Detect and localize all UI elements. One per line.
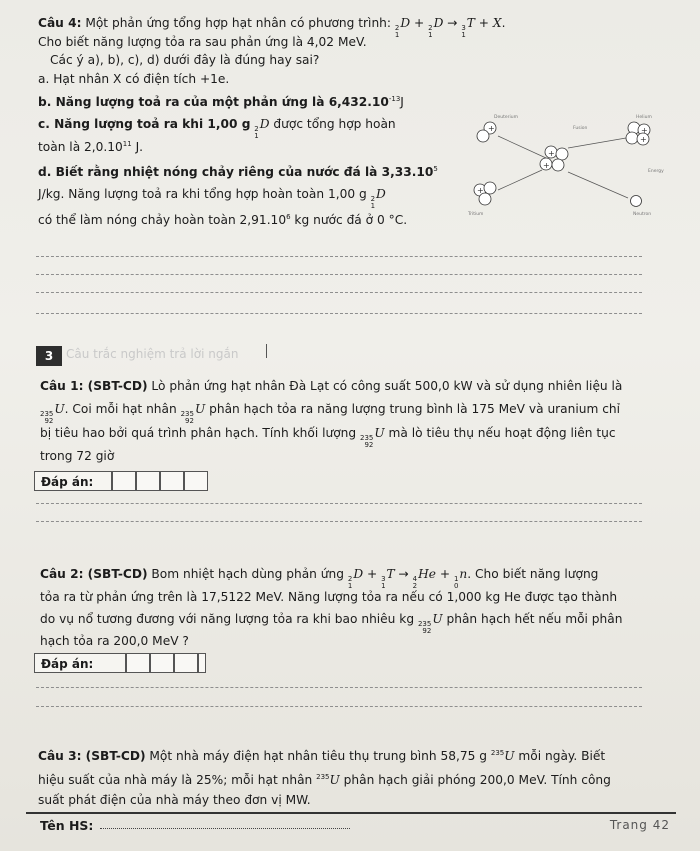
q4-intro: Một phản ứng tổng hợp hạt nhân có phương trình: <box>81 16 391 30</box>
answer-rule <box>36 706 642 707</box>
q1-line-4: trong 72 giờ <box>40 449 115 463</box>
fusion-diagram <box>458 108 668 228</box>
diagram-label-tritium: Tritium <box>468 212 484 217</box>
student-name-field[interactable] <box>100 828 350 829</box>
q2-answer-cell-1[interactable] <box>126 653 150 673</box>
answer-rule <box>36 687 642 688</box>
q3-line-2: hiệu suất của nhà máy là 25%; mỗi hạt nhân $^{235}$U phân hạch giải phóng 200,0 MeV. Tính công <box>38 773 611 788</box>
q4-line-3: Các ý a), b), c), d) dưới đây là đúng hay sai? <box>50 53 320 67</box>
diagram-label-helium: Helium <box>636 115 652 120</box>
q4-option-c-line1: c. Năng lượng toả ra khi 1,00 g 2 1 D được tổng hợp hoàn <box>38 117 396 140</box>
arrow-helium <box>568 138 626 148</box>
arrow-neutron <box>568 172 628 198</box>
q1-line-1: Câu 1: (SBT-CD) Lò phản ứng hạt nhân Đà Lạt có công suất 500,0 kW và sử dụng nhiên liệu là <box>40 379 623 393</box>
iso-h2: 2 1 <box>394 24 400 39</box>
q2-line-1: Câu 2: (SBT-CD) Bom nhiệt hạch dùng phản ứng 2 1 D + 3 1 T → 4 2 He + 1 0 n. Cho biết năng lượng <box>40 567 599 590</box>
q2-line-2: tỏa ra từ phản ứng trên là 17,5122 MeV. Năng lượng tỏa ra nếu có 1,000 kg He được tạo thành <box>40 590 618 604</box>
svg-text:+: + <box>548 149 555 158</box>
svg-text:+: + <box>640 135 647 144</box>
diagram-label-energy: Energy <box>648 169 664 174</box>
q4-option-d-line2: J/kg. Năng lượng toả ra khi tổng hợp hoàn toàn 1,00 g 2 1 D <box>38 187 386 210</box>
diagram-label-deuterium: Deuterium <box>494 115 518 120</box>
q1-answer-cell-3[interactable] <box>160 471 184 491</box>
q4-option-b: b. Năng lượng toả ra của một phản ứng là $6,432.10^{-13}J$ <box>38 95 404 110</box>
q2-answer-cell-4[interactable] <box>198 653 206 673</box>
q2-line-3: do vụ nổ tương đương với năng lượng tỏa ra khi bao nhiêu kg 235 92 U phân hạch hết nếu mỗi phân <box>40 612 623 635</box>
q2-title: Câu 2: (SBT-CD) <box>40 567 148 581</box>
cursor-mark <box>266 344 267 358</box>
footer-divider <box>26 812 676 814</box>
q1-title: Câu 1: (SBT-CD) <box>40 379 148 393</box>
fused-nucleus <box>540 146 568 171</box>
section-number-badge: 3 <box>36 346 62 366</box>
diagram-label-neutron: Neutron <box>633 212 652 217</box>
q4-line-1: Câu 4: Một phản ứng tổng hợp hạt nhân có phương trình: 2 1 D + 2 1 D → 3 1 T + X. <box>38 16 506 39</box>
q3-title: Câu 3: (SBT-CD) <box>38 749 146 764</box>
q1-line-2: 235 92 U. Coi mỗi hạt nhân 235 92 U phân hạch tỏa ra năng lượng trung bình là 175 MeV và uranium chỉ <box>40 402 621 425</box>
svg-text:+: + <box>641 126 648 135</box>
iso-h2b: 2 1 <box>428 24 433 39</box>
q4-option-d-line1: d. Biết rằng nhiệt nóng chảy riêng của nước đá là 3,33.10$^5$ <box>38 165 438 180</box>
q2-line-4: hạch tỏa ra 200,0 MeV ? <box>40 634 189 648</box>
arrow-tritium <box>498 170 542 190</box>
svg-text:+: + <box>543 161 550 170</box>
answer-rule <box>36 313 642 314</box>
q2-answer-label: Đáp án: <box>34 653 126 673</box>
deuterium-nucleus <box>477 122 496 142</box>
q1-line-3: bị tiêu hao bởi quá trình phân hạch. Tính khối lượng 235 92 U mà lò tiêu thụ nếu hoạt động liên tục <box>40 426 616 449</box>
q2-answer-cell-2[interactable] <box>150 653 174 673</box>
q4-option-d-line3: có thể làm nóng chảy hoàn toàn 2,91.10$^6$ kg nước đá ở 0 °C. <box>38 213 408 228</box>
page-number: Trang 42 <box>609 818 670 832</box>
q1-answer-label: Đáp án: <box>34 471 112 491</box>
q4-line-2: Cho biết năng lượng tỏa ra sau phản ứng là 4,02 MeV. <box>38 35 367 49</box>
answer-rule <box>36 256 642 257</box>
student-name-label: Tên HS: <box>40 818 94 833</box>
answer-rule <box>36 274 642 275</box>
q1-answer-cell-4[interactable] <box>184 471 208 491</box>
q2-answer-cell-3[interactable] <box>174 653 198 673</box>
iso-h3: 3 1 <box>461 24 466 39</box>
q4-option-a: a. Hạt nhân X có điện tích +1e. <box>38 72 230 86</box>
q4-x-symbol: X <box>492 16 502 30</box>
helium-nucleus <box>626 122 650 145</box>
q3-line-1: Câu 3: (SBT-CD) Một nhà máy điện hạt nhân tiêu thụ trung bình 58,75 g $^{235}$U mỗi ngày. Biết <box>38 749 606 764</box>
answer-rule <box>36 503 642 504</box>
q1-answer-cell-1[interactable] <box>112 471 136 491</box>
answer-rule <box>36 292 642 293</box>
q4-title: Câu 4: <box>38 16 82 30</box>
neutron-particle <box>631 196 642 207</box>
arrow-deuterium <box>498 136 546 158</box>
svg-text:+: + <box>488 124 495 133</box>
q4-option-c-line2: toàn là 2,0.10$^{11}$ J. <box>38 140 144 155</box>
diagram-label-fusion: Fusion <box>573 126 588 131</box>
section-title: Câu trắc nghiệm trả lời ngắn <box>66 347 239 361</box>
tritium-nucleus <box>474 182 496 205</box>
svg-text:+: + <box>477 186 484 195</box>
answer-rule <box>36 521 642 522</box>
q3-line-3: suất phát điện của nhà máy theo đơn vị MW. <box>38 793 311 807</box>
q1-answer-cell-2[interactable] <box>136 471 160 491</box>
